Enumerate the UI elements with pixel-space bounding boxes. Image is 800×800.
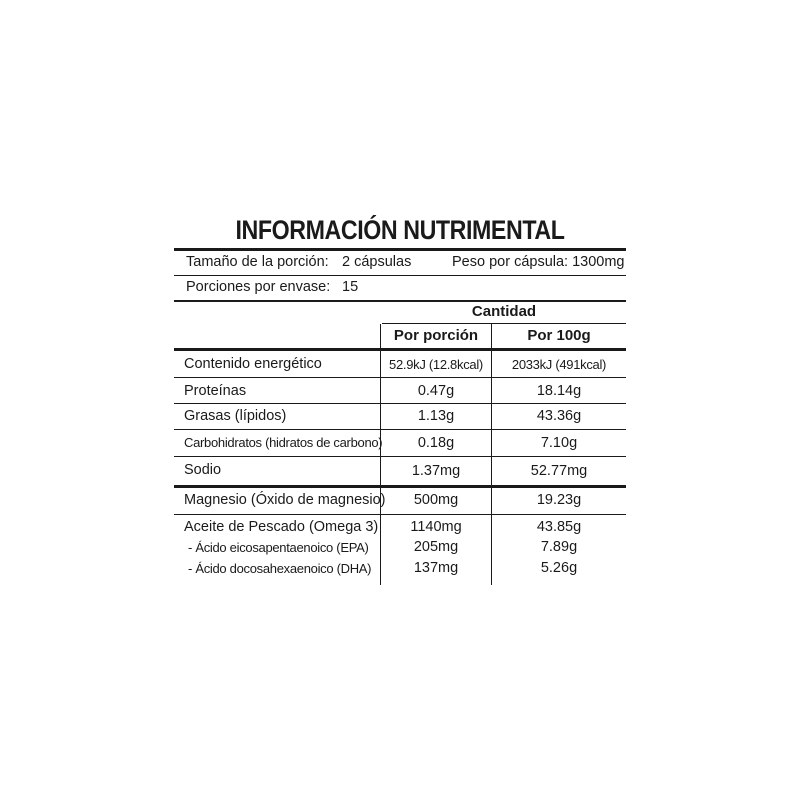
- row-per-serving: 205mg: [413, 539, 459, 555]
- row-label: - Ácido docosahexaenoico (DHA): [188, 561, 372, 576]
- servings-label: Porciones por envase:: [186, 279, 331, 295]
- serving-size-value: 2 cápsulas: [342, 254, 412, 270]
- col-per-100g: Por 100g: [527, 327, 591, 344]
- table-row: [174, 351, 626, 377]
- row-per-100g: 43.85g: [536, 519, 582, 535]
- capsule-weight: Peso por cápsula: 1300mg: [452, 254, 625, 270]
- values-table: [174, 324, 626, 585]
- row-label: Contenido energético: [184, 356, 322, 372]
- row-label: Proteínas: [184, 383, 247, 399]
- table-row: [174, 378, 626, 403]
- row-per-serving: 0.18g: [417, 435, 455, 451]
- row-per-serving: 1.37mg: [411, 463, 461, 479]
- serving-size-label: Tamaño de la porción:: [186, 254, 329, 270]
- table-row: [174, 488, 626, 514]
- row-per-100g: 18.14g: [536, 383, 582, 399]
- table-row: [174, 457, 626, 485]
- row-label: - Ácido eicosapentaenoico (EPA): [188, 540, 369, 555]
- table-row: [174, 404, 626, 429]
- row-per-100g: 19.23g: [536, 492, 582, 508]
- col-per-serving: Por porción: [393, 327, 479, 344]
- omega3-group: [174, 515, 626, 585]
- serving-size-row: [174, 251, 626, 275]
- row-label: Grasas (lípidos): [184, 408, 287, 424]
- row-per-100g: 43.36g: [536, 408, 582, 424]
- panel-title: INFORMACIÓN NUTRIMENTAL: [235, 215, 565, 245]
- row-per-100g: 7.89g: [540, 539, 578, 555]
- quantity-header: Cantidad: [471, 303, 537, 320]
- row-per-100g: 52.77mg: [530, 463, 588, 479]
- row-label: Aceite de Pescado (Omega 3): [184, 519, 379, 535]
- row-per-serving: 1140mg: [410, 519, 462, 535]
- row-per-serving: 500mg: [413, 492, 459, 508]
- row-per-serving: 0.47g: [417, 383, 455, 399]
- row-label: Sodio: [184, 462, 222, 478]
- row-per-serving: 1.13g: [417, 408, 455, 424]
- servings-per-container-row: [174, 276, 626, 300]
- servings-value: 15: [342, 279, 359, 295]
- table-row: [174, 430, 626, 456]
- row-per-100g: 7.10g: [540, 435, 578, 451]
- quantity-header-row: [174, 302, 626, 323]
- nutrition-facts-panel: [174, 212, 626, 585]
- row-per-serving: 137mg: [413, 560, 459, 576]
- column-header-row: [174, 324, 626, 348]
- row-label: Magnesio (Óxido de magnesio): [184, 492, 386, 508]
- row-per-100g: 5.26g: [540, 560, 578, 576]
- row-per-serving: 52.9kJ (12.8kcal): [389, 357, 483, 372]
- row-label: Carbohidratos (hidratos de carbono): [184, 435, 383, 450]
- row-per-100g: 2033kJ (491kcal): [511, 357, 607, 372]
